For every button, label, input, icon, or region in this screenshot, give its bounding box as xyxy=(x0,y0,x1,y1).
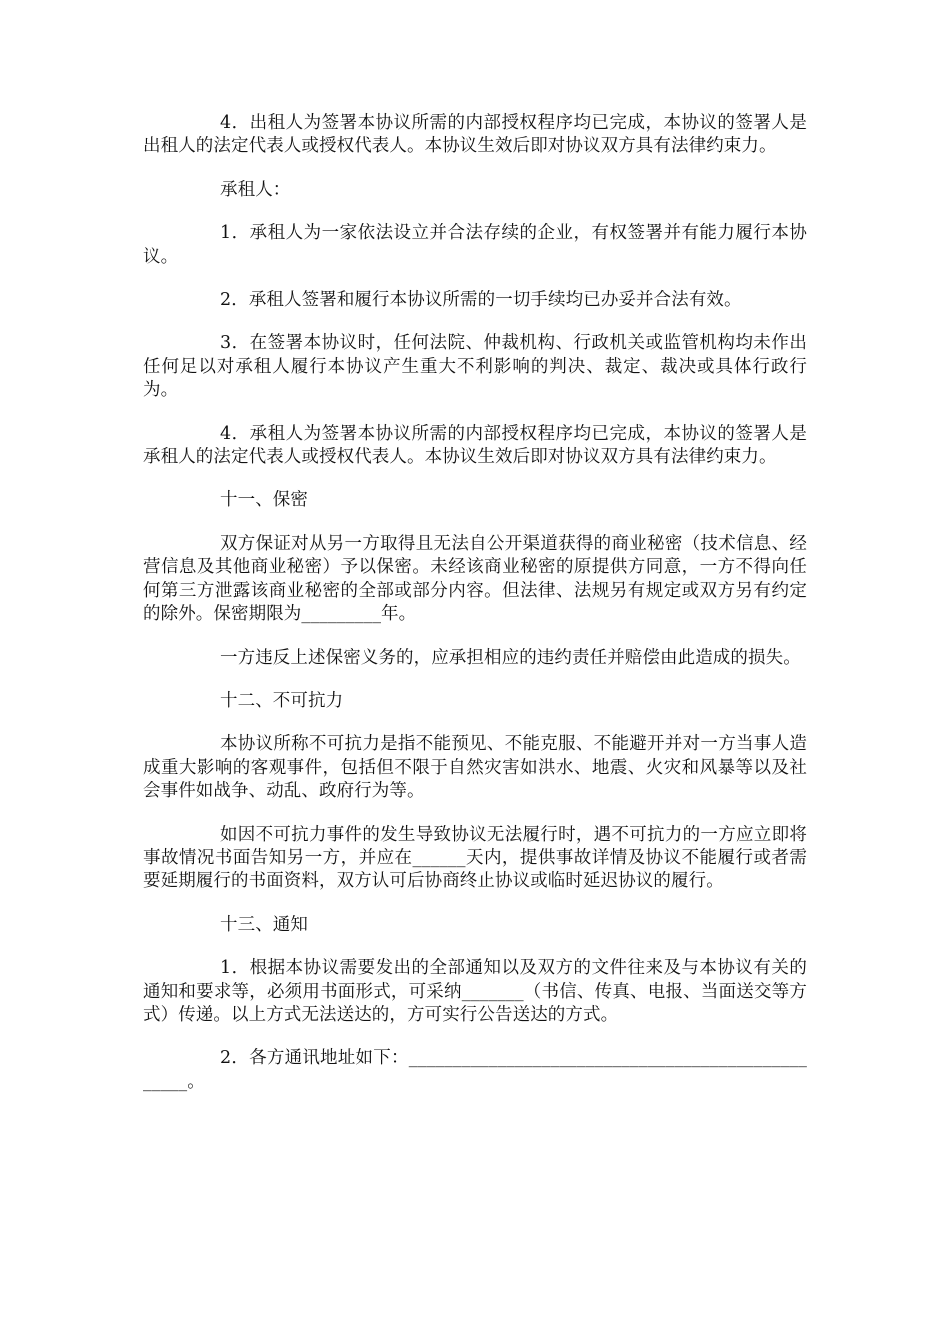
force-majeure-notice: 如因不可抗力事件的发生导致协议无法履行时，遇不可抗力的一方应立即将事故情况书面告知另一方，并应在______天内，提供事故详情及协议不能履行或者需要延期履行的书面资料，双方认可后协商终止协议或临时延迟协议的履行。 xyxy=(143,824,807,892)
lessee-clause-3: 3．在签署本协议时，任何法院、仲裁机构、行政机关或监管机构均未作出任何足以对承租人履行本协议产生重大不利影响的判决、裁定、裁决或具体行政行为。 xyxy=(143,333,807,401)
section-11-heading: 十一、保密 xyxy=(220,490,308,511)
section-13-heading: 十三、通知 xyxy=(220,914,308,935)
confidentiality-breach-clause: 一方违反上述保密义务的，应承担相应的违约责任并赔偿由此造成的损失。 xyxy=(220,647,801,668)
confidentiality-clause: 双方保证对从另一方取得且无法自公开渠道获得的商业秘密（技术信息、经营信息及其他商业秘密）予以保密。未经该商业秘密的原提供方同意，一方不得向任何第三方泄露该商业秘密的全部或部分内容。但法律、法规另有规定或双方另有约定的除外。保密期限为_________年。 xyxy=(143,533,807,625)
lessee-clause-4: 4．承租人为签署本协议所需的内部授权程序均已完成，本协议的签署人是承租人的法定代表人或授权代表人。本协议生效后即对协议双方具有法律约束力。 xyxy=(143,423,807,468)
lessee-clause-2: 2．承租人签署和履行本协议所需的一切手续均已办妥并合法有效。 xyxy=(220,290,742,311)
section-12-heading: 十二、不可抗力 xyxy=(220,690,344,711)
lessor-clause-4: 4．出租人为签署本协议所需的内部授权程序均已完成，本协议的签署人是出租人的法定代表人或授权代表人。本协议生效后即对协议双方具有法律约束力。 xyxy=(143,113,807,157)
document-body xyxy=(143,112,807,1114)
notice-clause-1: 1．根据本协议需要发出的全部通知以及双方的文件往来及与本协议有关的通知和要求等，必须用书面形式，可采纳_______（书信、传真、电报、当面送交等方式）传递。以上方式无法送达的，方可实行公告送达的方式。 xyxy=(143,958,807,1025)
lessee-clause-1: 1．承租人为一家依法设立并合法存续的企业，有权签署并有能力履行本协议。 xyxy=(143,223,807,267)
force-majeure-definition: 本协议所称不可抗力是指不能预见、不能克服、不能避开并对一方当事人造成重大影响的客观事件，包括但不限于自然灾害如洪水、地震、火灾和风暴等以及社会事件如战争、动乱、政府行为等。 xyxy=(143,734,807,802)
lessee-heading: 承租人： xyxy=(220,179,291,200)
notice-clause-2: 2．各方通讯地址如下：__________________________________________________。 xyxy=(143,1048,807,1092)
